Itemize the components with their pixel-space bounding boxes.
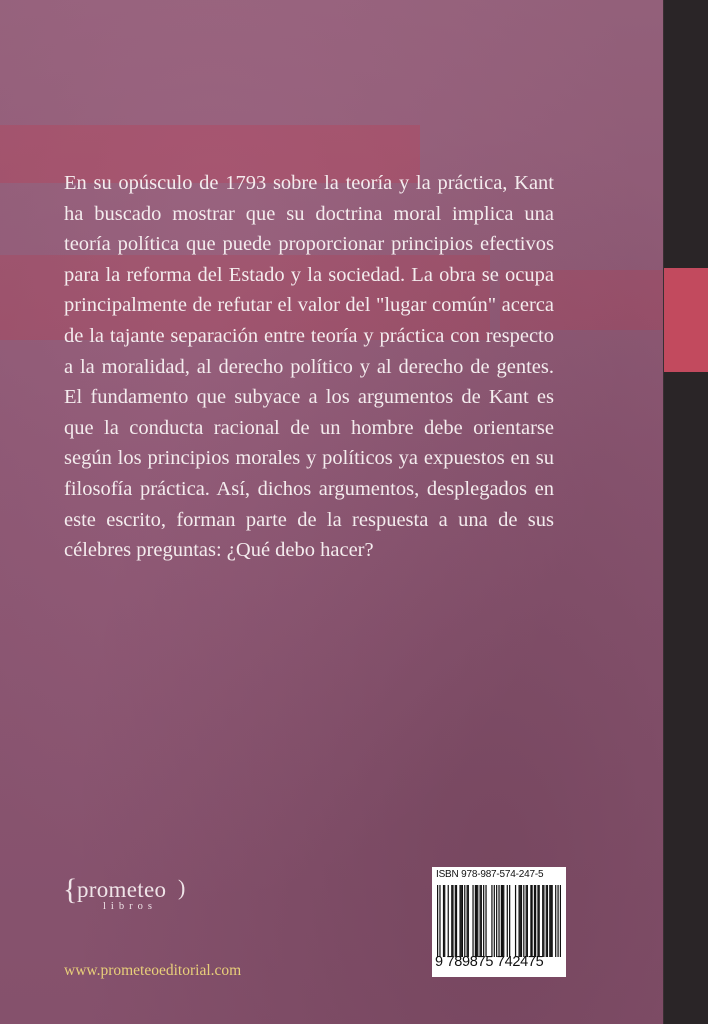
barcode-bar xyxy=(539,885,540,957)
barcode-bar xyxy=(550,885,551,957)
barcode-bar xyxy=(549,885,550,957)
barcode-label xyxy=(432,867,566,977)
barcode-bar xyxy=(468,885,469,957)
barcode-bar xyxy=(494,885,495,957)
barcode-bar xyxy=(507,885,508,957)
barcode-bar xyxy=(498,885,499,957)
barcode-bar xyxy=(491,885,492,957)
barcode-bar xyxy=(543,885,544,957)
barcode-bar xyxy=(535,885,536,957)
barcode-bar xyxy=(443,885,444,957)
barcode-bar xyxy=(467,885,468,957)
barcode-bar xyxy=(459,885,460,957)
barcode-bar xyxy=(448,885,449,957)
barcode-bar xyxy=(555,885,556,957)
barcode-bar xyxy=(560,885,561,957)
barcode-bar xyxy=(461,885,462,957)
barcode-bar xyxy=(475,885,476,957)
barcode-bar xyxy=(502,885,503,957)
barcode-bar xyxy=(501,885,502,957)
barcode-bar xyxy=(476,885,477,957)
barcode-bar xyxy=(527,885,528,957)
barcode-bar xyxy=(546,885,547,957)
ean-digits: 9 789875 742475 xyxy=(435,954,544,970)
barcode-bar xyxy=(472,885,473,957)
barcode-bar xyxy=(531,885,532,957)
barcode-bar xyxy=(451,885,452,957)
barcode-bar xyxy=(437,885,438,957)
barcode-bar xyxy=(464,885,465,957)
barcode-bar xyxy=(542,885,543,957)
logo-paren: ) xyxy=(178,875,186,900)
publisher-website-link[interactable]: www.prometeoeditorial.com xyxy=(64,962,242,979)
barcode-bar xyxy=(521,885,522,957)
barcode-bar xyxy=(455,885,456,957)
barcode-bar xyxy=(523,885,524,957)
logo-subtitle: libros xyxy=(103,901,157,912)
barcode-bar xyxy=(534,885,535,957)
barcode-bar xyxy=(439,885,440,957)
spine-accent-band xyxy=(664,268,708,372)
barcode-bar xyxy=(452,885,453,957)
barcode-bar xyxy=(503,885,504,957)
barcode-bar xyxy=(485,885,486,957)
barcode-bar xyxy=(509,885,510,957)
barcode-bar xyxy=(557,885,558,957)
barcode-bar xyxy=(526,885,527,957)
logo-name: prometeo xyxy=(77,877,167,902)
back-cover-blurb: En su opúsculo de 1793 sobre la teoría y la práctica, Kant ha buscado mostrar que su doctrina moral implica una teoría política que puede proporcionar principios efectivos para la reforma del Estado y la sociedad. La obra se ocupa principalmente de refutar el valor del "lugar común" acerca de la tajante separación entre teoría y práctica con respecto a la moralidad, al derecho político y al derecho de gentes. El fundamento que subyace a los argumentos de Kant es que la conducta racional de un hombre debe orientarse según los principios morales y políticos ya expuestos en su filosofía práctica. Así, dichos argumentos, desplegados en este escrito, forman parte de la respuesta a una de sus célebres preguntas: ¿Qué debo hacer? xyxy=(64,172,554,562)
barcode-bar xyxy=(515,885,516,957)
barcode-bar xyxy=(477,885,478,957)
book-spine xyxy=(663,0,708,1024)
barcode-bar xyxy=(530,885,531,957)
barcode-bar xyxy=(547,885,548,957)
barcode-bar xyxy=(456,885,457,957)
barcode-bar xyxy=(462,885,463,957)
barcode-bar xyxy=(496,885,497,957)
barcode-bar xyxy=(518,885,519,957)
logo-brace: { xyxy=(63,873,78,906)
barcode-bar xyxy=(444,885,445,957)
barcode-bar xyxy=(483,885,484,957)
publisher-logo xyxy=(63,873,203,921)
barcode-bar xyxy=(552,885,553,957)
barcode-bar xyxy=(480,885,481,957)
barcode-bar xyxy=(481,885,482,957)
barcode-bar xyxy=(520,885,521,957)
barcode-icon xyxy=(437,885,561,957)
barcode-bar xyxy=(537,885,538,957)
isbn-text: ISBN 978-987-574-247-5 xyxy=(436,869,544,880)
